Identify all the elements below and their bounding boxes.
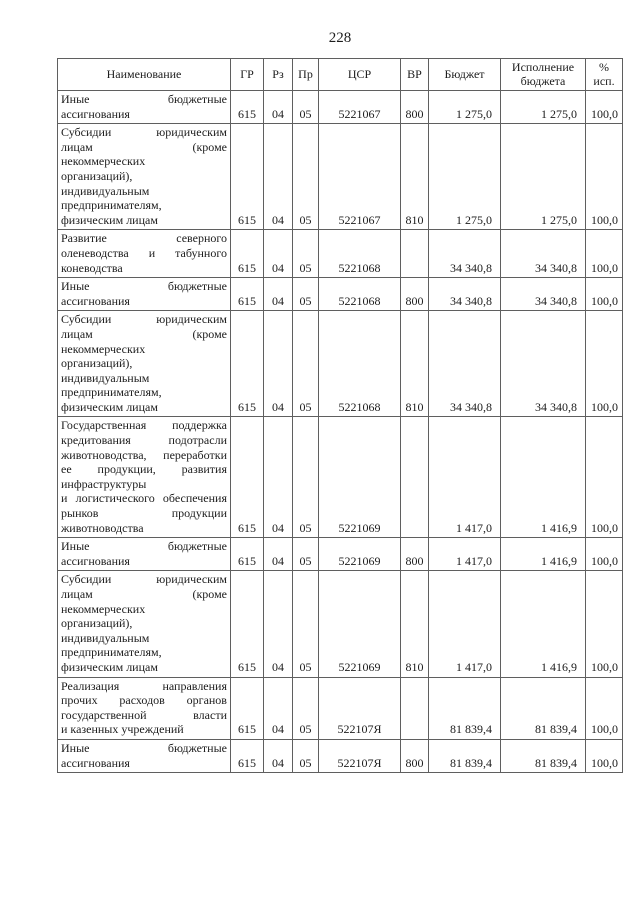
name-line: организаций),	[61, 616, 133, 631]
cell-csr: 5221068	[319, 278, 401, 311]
cell-pct: 100,0	[586, 124, 623, 230]
cell-budget: 1 275,0	[429, 124, 501, 230]
cell-rz: 04	[264, 278, 293, 311]
cell-budget: 1 417,0	[429, 571, 501, 677]
cell-execution: 1 275,0	[501, 91, 586, 124]
cell-gr: 615	[231, 417, 264, 538]
name-line: Иные бюджетные	[61, 92, 227, 106]
name-line: Реализация направления	[61, 678, 227, 693]
cell-csr: 5221069	[319, 417, 401, 538]
cell-execution: 34 340,8	[501, 230, 586, 278]
cell-rz: 04	[264, 677, 293, 739]
name-line: и логистического обеспечения	[61, 491, 227, 506]
header-row	[58, 59, 623, 91]
name-line: организаций),	[61, 168, 133, 183]
column-header-budget: Бюджет	[429, 59, 501, 91]
name-line: ассигнования	[61, 755, 130, 770]
name-line: предпринимателям,	[61, 645, 162, 660]
cell-rz: 04	[264, 739, 293, 772]
table-row	[58, 538, 623, 571]
cell-name	[58, 278, 231, 311]
cell-vr	[401, 417, 429, 538]
name-line: некоммерческих	[61, 154, 146, 169]
name-line: государственной власти	[61, 707, 227, 722]
cell-vr	[401, 677, 429, 739]
cell-name	[58, 124, 231, 230]
column-header-execution: Исполнение бюджета	[501, 59, 586, 91]
cell-name	[58, 91, 231, 124]
column-header-vr: ВР	[401, 59, 429, 91]
cell-vr: 800	[401, 278, 429, 311]
table-row	[58, 124, 623, 230]
cell-execution: 81 839,4	[501, 677, 586, 739]
name-line: ассигнования	[61, 293, 130, 308]
column-header-gr: ГР	[231, 59, 264, 91]
cell-csr: 522107Я	[319, 739, 401, 772]
cell-csr: 5221069	[319, 538, 401, 571]
name-line: коневодства	[61, 260, 123, 275]
cell-execution: 1 416,9	[501, 538, 586, 571]
cell-budget: 34 340,8	[429, 311, 501, 417]
cell-csr: 5221067	[319, 91, 401, 124]
name-line: физическим лицам	[61, 399, 158, 414]
cell-pr: 05	[293, 538, 319, 571]
cell-gr: 615	[231, 124, 264, 230]
cell-gr: 615	[231, 278, 264, 311]
document-page	[57, 0, 623, 773]
name-line: физическим лицам	[61, 212, 158, 227]
cell-name	[58, 538, 231, 571]
name-line: лицам (кроме	[61, 139, 227, 154]
name-line: Иные бюджетные	[61, 279, 227, 294]
name-line: физическим лицам	[61, 659, 158, 674]
name-line: некоммерческих	[61, 341, 146, 356]
table-row	[58, 739, 623, 772]
cell-gr: 615	[231, 230, 264, 278]
table-row	[58, 278, 623, 311]
name-line: лицам (кроме	[61, 326, 227, 341]
table-body	[58, 91, 623, 773]
cell-execution: 34 340,8	[501, 311, 586, 417]
cell-csr: 5221068	[319, 311, 401, 417]
cell-pr: 05	[293, 311, 319, 417]
cell-vr	[401, 230, 429, 278]
cell-budget: 34 340,8	[429, 230, 501, 278]
cell-name	[58, 739, 231, 772]
name-line: индивидуальным	[61, 370, 150, 385]
name-line: ассигнования	[61, 106, 130, 121]
cell-budget: 1 417,0	[429, 417, 501, 538]
name-line: лицам (кроме	[61, 587, 227, 601]
cell-pr: 05	[293, 417, 319, 538]
name-line: ассигнования	[61, 553, 130, 568]
cell-pct: 100,0	[586, 677, 623, 739]
cell-rz: 04	[264, 124, 293, 230]
cell-gr: 615	[231, 739, 264, 772]
name-line: организаций),	[61, 356, 133, 371]
name-line: Субсидии юридическим	[61, 312, 227, 327]
cell-gr: 615	[231, 538, 264, 571]
cell-name	[58, 417, 231, 538]
cell-gr: 615	[231, 91, 264, 124]
cell-gr: 615	[231, 311, 264, 417]
cell-pr: 05	[293, 278, 319, 311]
name-line: и казенных учреждений	[61, 722, 184, 737]
cell-name	[58, 677, 231, 739]
cell-rz: 04	[264, 311, 293, 417]
column-header-rz: Рз	[264, 59, 293, 91]
cell-rz: 04	[264, 91, 293, 124]
cell-vr: 810	[401, 571, 429, 677]
cell-pr: 05	[293, 677, 319, 739]
table-row	[58, 230, 623, 278]
cell-execution: 1 275,0	[501, 124, 586, 230]
name-line: предпринимателям,	[61, 385, 162, 400]
cell-pct: 100,0	[586, 311, 623, 417]
name-line: Субсидии юридическим	[61, 572, 227, 587]
cell-budget: 1 417,0	[429, 538, 501, 571]
cell-name	[58, 571, 231, 677]
cell-rz: 04	[264, 538, 293, 571]
cell-vr: 810	[401, 124, 429, 230]
cell-name	[58, 230, 231, 278]
name-line: индивидуальным	[61, 630, 150, 645]
table-row	[58, 571, 623, 677]
cell-pct: 100,0	[586, 538, 623, 571]
cell-gr: 615	[231, 677, 264, 739]
name-line: предпринимателям,	[61, 198, 162, 213]
table-row	[58, 677, 623, 739]
cell-rz: 04	[264, 230, 293, 278]
cell-pct: 100,0	[586, 571, 623, 677]
cell-pr: 05	[293, 739, 319, 772]
cell-pct: 100,0	[586, 739, 623, 772]
cell-budget: 1 275,0	[429, 91, 501, 124]
cell-csr: 5221069	[319, 571, 401, 677]
cell-pct: 100,0	[586, 230, 623, 278]
cell-gr: 615	[231, 571, 264, 677]
cell-vr: 800	[401, 538, 429, 571]
name-line: животноводства, переработки	[61, 447, 227, 462]
column-header-pct: % исп.	[586, 59, 623, 91]
name-line: Иные бюджетные	[61, 740, 227, 755]
name-line: Государственная поддержка	[61, 418, 227, 433]
cell-execution: 1 416,9	[501, 417, 586, 538]
cell-vr: 800	[401, 739, 429, 772]
cell-budget: 81 839,4	[429, 677, 501, 739]
cell-budget: 34 340,8	[429, 278, 501, 311]
name-line: инфраструктуры	[61, 476, 147, 491]
cell-vr: 800	[401, 91, 429, 124]
cell-execution: 1 416,9	[501, 571, 586, 677]
column-header-csr: ЦСР	[319, 59, 401, 91]
name-line: ее продукции, развития	[61, 462, 227, 477]
cell-execution: 34 340,8	[501, 278, 586, 311]
table-row	[58, 417, 623, 538]
name-line: некоммерческих	[61, 601, 146, 616]
cell-rz: 04	[264, 417, 293, 538]
name-line: рынков продукции	[61, 506, 227, 521]
cell-csr: 5221067	[319, 124, 401, 230]
table-row	[58, 91, 623, 124]
table-row	[58, 311, 623, 417]
cell-name	[58, 311, 231, 417]
cell-pr: 05	[293, 230, 319, 278]
cell-vr: 810	[401, 311, 429, 417]
cell-pr: 05	[293, 91, 319, 124]
name-line: животноводства	[61, 520, 144, 535]
cell-rz: 04	[264, 571, 293, 677]
column-header-pr: Пр	[293, 59, 319, 91]
name-line: Развитие северного	[61, 231, 227, 246]
column-header-name: Наименование	[58, 59, 231, 91]
cell-csr: 5221068	[319, 230, 401, 278]
cell-budget: 81 839,4	[429, 739, 501, 772]
cell-pr: 05	[293, 571, 319, 677]
name-line: кредитования подотрасли	[61, 433, 227, 448]
budget-table	[57, 58, 623, 773]
cell-execution: 81 839,4	[501, 739, 586, 772]
page-number: 228	[328, 30, 352, 46]
cell-pr: 05	[293, 124, 319, 230]
name-line: индивидуальным	[61, 183, 150, 198]
name-line: оленеводства и табунного	[61, 245, 227, 260]
name-line: Субсидии юридическим	[61, 125, 227, 140]
cell-csr: 522107Я	[319, 677, 401, 739]
name-line: Иные бюджетные	[61, 539, 227, 554]
name-line: прочих расходов органов	[61, 693, 227, 708]
cell-pct: 100,0	[586, 91, 623, 124]
cell-pct: 100,0	[586, 417, 623, 538]
table-header	[58, 59, 623, 91]
cell-pct: 100,0	[586, 278, 623, 311]
